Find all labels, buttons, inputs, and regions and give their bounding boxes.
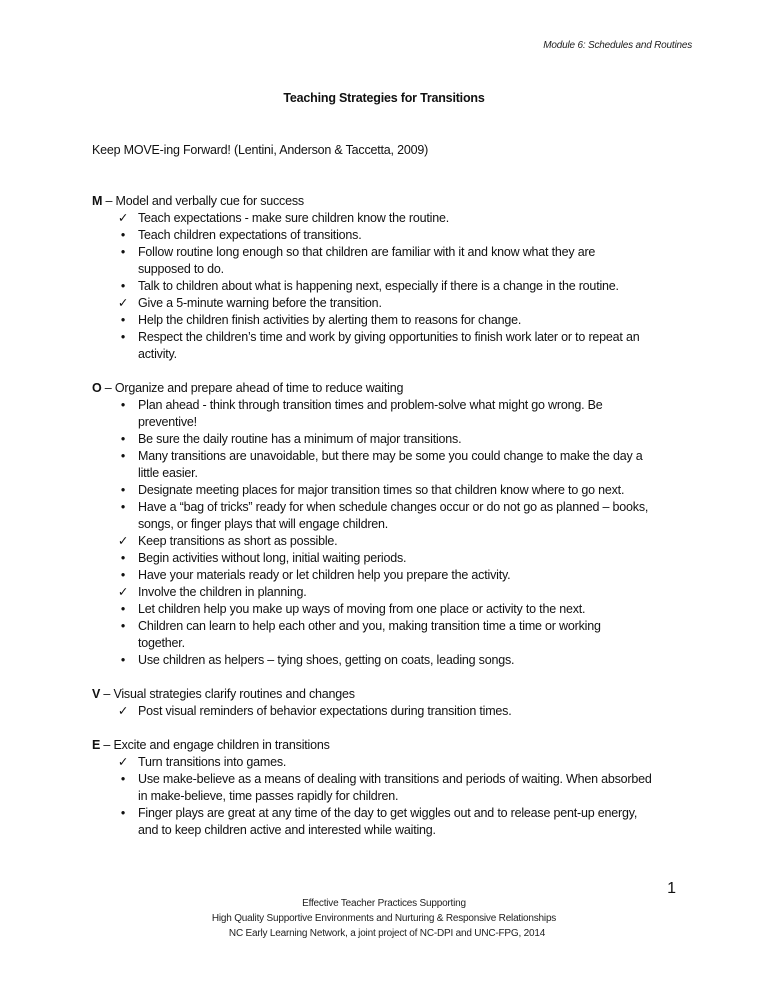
list-item bbox=[92, 754, 712, 771]
list-item-text: Respect the children’s time and work by giving opportunities to finish work later or to repeat an bbox=[138, 330, 640, 344]
footer-line-3: NC Early Learning Network, a joint project of NC-DPI and UNC-FPG, 2014 bbox=[228, 928, 546, 939]
section-heading-text: – Organize and prepare ahead of time to reduce waiting bbox=[101, 381, 404, 395]
checkmark-icon: ✓ bbox=[117, 534, 129, 548]
list-item-text: in make-believe, time passes rapidly for children. bbox=[138, 789, 399, 803]
bullet-icon: • bbox=[120, 245, 126, 259]
list-item-text: Keep transitions as short as possible. bbox=[138, 534, 338, 548]
bullet-icon: • bbox=[120, 772, 126, 786]
bullet-icon: • bbox=[120, 500, 126, 514]
list-item-text: supposed to do. bbox=[138, 262, 224, 276]
list-item-text: Plan ahead - think through transition times and problem-solve what might go wrong. Be bbox=[138, 398, 603, 412]
list-item-text: Use children as helpers – tying shoes, getting on coats, leading songs. bbox=[138, 653, 515, 667]
checkmark-icon: ✓ bbox=[117, 755, 129, 769]
list-item-text: Teach expectations - make sure children know the routine. bbox=[138, 211, 449, 225]
bullet-icon: • bbox=[120, 228, 126, 242]
list-item-text: Post visual reminders of behavior expectations during transition times. bbox=[138, 704, 512, 718]
list-item-text: Use make-believe as a means of dealing with transitions and periods of waiting. When absorbed bbox=[138, 772, 652, 786]
running-header: Module 6: Schedules and Routines bbox=[543, 40, 692, 51]
list-item-text: Turn transitions into games. bbox=[138, 755, 287, 769]
bullet-icon: • bbox=[120, 313, 126, 327]
bullet-icon: • bbox=[120, 279, 126, 293]
list-item-text: preventive! bbox=[138, 415, 197, 429]
list-item bbox=[92, 210, 712, 227]
list-item bbox=[92, 618, 712, 652]
list-item bbox=[92, 550, 712, 567]
section-letter: O bbox=[92, 381, 102, 395]
section-heading bbox=[92, 193, 712, 210]
checkmark-icon: ✓ bbox=[117, 585, 129, 599]
list-item bbox=[92, 312, 712, 329]
list-item-text: Follow routine long enough so that children are familiar with it and know what they are bbox=[138, 245, 596, 259]
section-heading bbox=[92, 737, 712, 754]
section-o bbox=[92, 380, 712, 669]
list-item-text: Talk to children about what is happening next, especially if there is a change in the routine. bbox=[138, 279, 619, 293]
page-number: 1 bbox=[667, 880, 676, 897]
list-item bbox=[92, 771, 712, 805]
list-item-text: Children can learn to help each other and you, making transition time a time or working bbox=[138, 619, 601, 633]
section-heading-text: – Excite and engage children in transitions bbox=[100, 738, 330, 752]
section-m bbox=[92, 193, 712, 363]
list-item bbox=[92, 533, 712, 550]
section-heading bbox=[92, 686, 712, 703]
list-item-text: Involve the children in planning. bbox=[138, 585, 307, 599]
checkmark-icon: ✓ bbox=[117, 296, 129, 310]
list-item bbox=[92, 397, 712, 431]
checkmark-icon: ✓ bbox=[117, 211, 129, 225]
bullet-icon: • bbox=[120, 432, 126, 446]
list-item bbox=[92, 482, 712, 499]
list-item-text: Be sure the daily routine has a minimum of major transitions. bbox=[138, 432, 462, 446]
list-item bbox=[92, 244, 712, 278]
section-letter: V bbox=[92, 687, 101, 701]
list-item bbox=[92, 227, 712, 244]
list-item-text: Let children help you make up ways of moving from one place or activity to the next. bbox=[138, 602, 586, 616]
section-v bbox=[92, 686, 712, 720]
list-item-text: Designate meeting places for major transition times so that children know where to go next. bbox=[138, 483, 625, 497]
bullet-icon: • bbox=[120, 806, 126, 820]
section-letter: M bbox=[92, 194, 103, 208]
list-item-text: Many transitions are unavoidable, but there may be some you could change to make the day a bbox=[138, 449, 643, 463]
list-item bbox=[92, 295, 712, 312]
list-item bbox=[92, 499, 712, 533]
list-item-text: Help the children finish activities by alerting them to reasons for change. bbox=[138, 313, 522, 327]
list-item bbox=[92, 431, 712, 448]
section-letter: E bbox=[92, 738, 101, 752]
bullet-icon: • bbox=[120, 483, 126, 497]
list-item-text: little easier. bbox=[138, 466, 198, 480]
bullet-icon: • bbox=[120, 398, 126, 412]
list-item-text: Teach children expectations of transitions. bbox=[138, 228, 362, 242]
list-item-text: Finger plays are great at any time of the day to get wiggles out and to release pent-up energy, bbox=[138, 806, 638, 820]
page-title: Teaching Strategies for Transitions bbox=[283, 91, 485, 105]
section-heading-text: – Model and verbally cue for success bbox=[102, 194, 304, 208]
list-item bbox=[92, 278, 712, 295]
list-item-text: Give a 5-minute warning before the transition. bbox=[138, 296, 382, 310]
bullet-icon: • bbox=[120, 653, 126, 667]
list-item bbox=[92, 448, 712, 482]
bullet-icon: • bbox=[120, 568, 126, 582]
page-footer bbox=[0, 896, 768, 941]
list-item bbox=[92, 703, 712, 720]
bullet-icon: • bbox=[120, 330, 126, 344]
list-item-text: songs, or finger plays that will engage children. bbox=[138, 517, 389, 531]
bullet-icon: • bbox=[120, 619, 126, 633]
bullet-icon: • bbox=[120, 449, 126, 463]
section-heading bbox=[92, 380, 712, 397]
bullet-icon: • bbox=[120, 551, 126, 565]
checkmark-icon: ✓ bbox=[117, 704, 129, 718]
list-item bbox=[92, 329, 712, 363]
list-item bbox=[92, 805, 712, 839]
list-item bbox=[92, 584, 712, 601]
list-item-text: Have your materials ready or let children help you prepare the activity. bbox=[138, 568, 511, 582]
intro-text: Keep MOVE-ing Forward! (Lentini, Anderson & Taccetta, 2009) bbox=[92, 143, 429, 157]
list-item bbox=[92, 652, 712, 669]
section-heading-text: – Visual strategies clarify routines and changes bbox=[100, 687, 355, 701]
footer-line-1: Effective Teacher Practices Supporting bbox=[302, 898, 466, 909]
list-item-text: activity. bbox=[138, 347, 177, 361]
list-item bbox=[92, 567, 712, 584]
footer-line-2: High Quality Supportive Environments and Nurturing & Responsive Relationships bbox=[211, 913, 557, 924]
section-e bbox=[92, 737, 712, 839]
list-item-text: together. bbox=[138, 636, 185, 650]
bullet-icon: • bbox=[120, 602, 126, 616]
list-item-text: Begin activities without long, initial waiting periods. bbox=[138, 551, 407, 565]
list-item-text: Have a “bag of tricks” ready for when schedule changes occur or do not go as planned – books, bbox=[138, 500, 649, 514]
list-item bbox=[92, 601, 712, 618]
list-item-text: and to keep children active and interested while waiting. bbox=[138, 823, 436, 837]
